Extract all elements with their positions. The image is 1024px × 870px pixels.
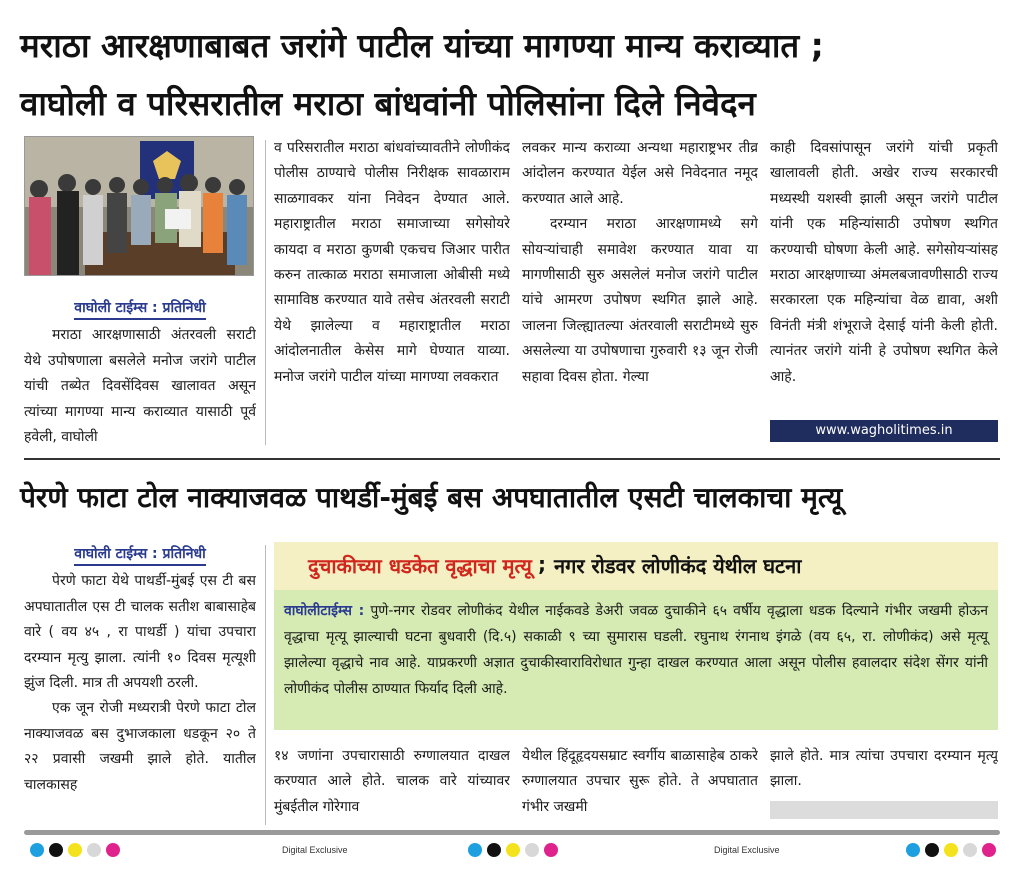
column-separator bbox=[265, 545, 266, 825]
website-url-bar: www.wagholitimes.in bbox=[770, 420, 998, 442]
story2-headline: पेरणे फाटा टोल नाक्याजवळ पाथर्डी-मुंबई बस अपघातातील एसटी चालकाचा मृत्यू bbox=[20, 481, 843, 514]
story3-body-text: पुणे-नगर रोडवर लोणीकंद येथील नाईकवडे डेअरी जवळ दुचाकीने ६५ वर्षीय वृद्धाला धडक दिल्याने गंभीर जखमी होऊन वृद्धाचा मृत्यू झाल्याची घटना बुधवारी (दि.५) सकाळी ९ च्या सुमारास घडली. रघुनाथ रंगनाथ इंगळे (वय ६५, रा. लोणीकंद) असे मृत्यू झालेल्या वृद्धाचे नाव आहे. याप्रकरणी अज्ञात दुचाकीस्वाराविरोधात गुन्हा दाखल करण्यात आला असून पोलीस हवालदार संदेश सेंगर यांनी लोणीकंद पोलीस ठाण्यात फिर्याद दिली आहे. bbox=[284, 603, 989, 697]
story3-byline: वाघोलीटाईम्स : bbox=[284, 603, 365, 619]
story3-headline-box bbox=[274, 542, 998, 590]
yellow-dot bbox=[68, 843, 82, 857]
black-dot bbox=[487, 843, 501, 857]
story1-column-1 bbox=[24, 296, 256, 446]
story1-column-3 bbox=[522, 136, 758, 446]
color-registration-dots-right bbox=[906, 843, 996, 857]
story3-headline-separator: ; bbox=[538, 552, 546, 576]
column-separator bbox=[265, 140, 266, 445]
grey-dot bbox=[87, 843, 101, 857]
cyan-dot bbox=[906, 843, 920, 857]
magenta-dot bbox=[544, 843, 558, 857]
grey-dot bbox=[963, 843, 977, 857]
story2-column-1 bbox=[24, 542, 256, 824]
yellow-dot bbox=[944, 843, 958, 857]
bottom-rule bbox=[24, 830, 1000, 835]
cyan-dot bbox=[30, 843, 44, 857]
story2-column-2: १४ जणांना उपचारासाठी रुग्णालयात दाखल करण्यात आले होते. चालक वारे यांच्यावर मुंबईतील गोरेगाव bbox=[274, 748, 510, 815]
black-dot bbox=[925, 843, 939, 857]
story2-col1a-text: पेरणे फाटा येथे पाथर्डी-मुंबई एस टी बस अपघातातील एस टी चालक सतीश बाबासाहेब वारे ( वय ४५ , रा पाथर्डी ) यांचा उपचारा दरम्यान मृत्यु झाला. त्यांनी १० दिवस मृत्यूशी झुंज दिली. मात्र ती अपयशी ठरली. bbox=[24, 573, 256, 692]
story1-col1-text: मराठा आरक्षणासाठी अंतरवली सराटी येथे उपोषणाला बसलेले मनोज जरांगे पाटील यांची तब्येत दिवसेंदिवस खालावत असून त्यांच्या मागण्या मान्य कराव्यात यासाठी पूर्व हवेली, वाघोली bbox=[24, 327, 256, 446]
story1-headline-line2: वाघोली व परिसरातील मराठा बांधवांनी पोलिसांना दिले निवेदन bbox=[20, 84, 756, 123]
color-registration-dots-left bbox=[30, 843, 120, 857]
yellow-dot bbox=[506, 843, 520, 857]
story1-column-4: काही दिवसांपासून जरांगे यांची प्रकृती खालावली होती. अखेर राज्य सरकारची मध्यस्थी यशस्वी झाली असून जरांगे पाटील यांनी एक महिन्यांसाठी उपोषण स्थगित करण्याची घोषणा केली आहे. सगेसोयऱ्यांसह मराठा आरक्षणाच्या अंमलबजावणीसाठी राज्य सरकारला एक महिन्यांचा वेळ द्यावा, अशी विनंती मंत्री शंभूराजे देसाई यांनी केली होती. त्यानंतर जरांगे यांनी हे उपोषण स्थगित केले आहे. bbox=[770, 140, 998, 385]
story1-column-2: व परिसरातील मराठा बांधवांच्यावतीने लोणीकंद पोलीस ठाण्याचे पोलीस निरीक्षक सावळाराम साळगावकर यांना निवेदन देण्यात आले. महाराष्ट्रातील मराठा समाजाच्या सगेसोयरे कायदा व मराठा कुणबी एकचच जिआर पारीत करुन तात्काळ मराठा समाजाला ओबीसी मध्ये सामाविष्ठ करण्यात यावे तसेच अंतरवली सराटी येथे झालेल्या व महाराष्ट्रातील मराठा आंदोलनातील केसेस मागे घेण्यात याव्या. मनोज जरांगे पाटील यांच्या मागण्या लवकरात bbox=[274, 140, 510, 385]
story2-byline: वाघोली टाईम्स : प्रतिनिधी bbox=[74, 544, 205, 566]
story2-col1b-text: एक जून रोजी मध्यरात्री पेरणे फाटा टोल नाक्याजवळ बस दुभाजकाला धडकून २० ते २२ प्रवासी जखमी झाले होते. यातील चालकासह bbox=[24, 700, 256, 793]
cyan-dot bbox=[468, 843, 482, 857]
group-photo-icon bbox=[25, 137, 254, 276]
story1-col3a-text: लवकर मान्य कराव्या अन्यथा महाराष्ट्रभर तीव्र आंदोलन करण्यात येईल असे निवेदनात नमूद करण्यात आले आहे. bbox=[522, 140, 758, 207]
story3-headline-black: नगर रोडवर लोणीकंद येथील घटना bbox=[554, 554, 802, 578]
news-photo bbox=[24, 136, 254, 276]
story1-headline-line1: मराठा आरक्षणाबाबत जरांगे पाटील यांच्या मागण्या मान्य कराव्यात ; bbox=[20, 26, 824, 65]
magenta-dot bbox=[982, 843, 996, 857]
color-registration-dots-center bbox=[468, 843, 558, 857]
grey-dot bbox=[525, 843, 539, 857]
story2-column-3: येथील हिंदूहृदयसम्राट स्वर्गीय बाळासाहेब ठाकरे रुग्णालयात उपचार सुरू होते. ते अपघातात गंभीर जखमी bbox=[522, 748, 758, 815]
footer-label-1: Digital Exclusive bbox=[282, 845, 348, 855]
grey-filler-bar bbox=[770, 801, 998, 819]
story1-byline: वाघोली टाईम्स : प्रतिनिधी bbox=[74, 298, 205, 320]
footer-label-2: Digital Exclusive bbox=[714, 845, 780, 855]
black-dot bbox=[49, 843, 63, 857]
story3-headline-red: दुचाकीच्या धडकेत वृद्धाचा मृत्यू bbox=[308, 554, 532, 578]
story1-col3b-text: दरम्यान मराठा आरक्षणामध्ये सगे सोयऱ्यांचाही समावेश करण्यात यावा या मागणीसाठी सुरु असलेलं मनोज जरांगे पाटील यांचे आमरण उपोषण स्थगित झाले आहे. जालना जिल्ह्यातल्या अंतरवाली सराटीमध्ये सुरु असलेल्या या उपोषणाचा गुरुवारी १३ जून रोजी सहावा दिवस होता. गेल्या bbox=[522, 216, 758, 385]
section-divider bbox=[24, 458, 1000, 460]
story3-body-box bbox=[274, 590, 998, 730]
magenta-dot bbox=[106, 843, 120, 857]
story2-column-4: झाले होते. मात्र त्यांचा उपचारा दरम्यान मृत्यू झाला. bbox=[770, 748, 998, 790]
